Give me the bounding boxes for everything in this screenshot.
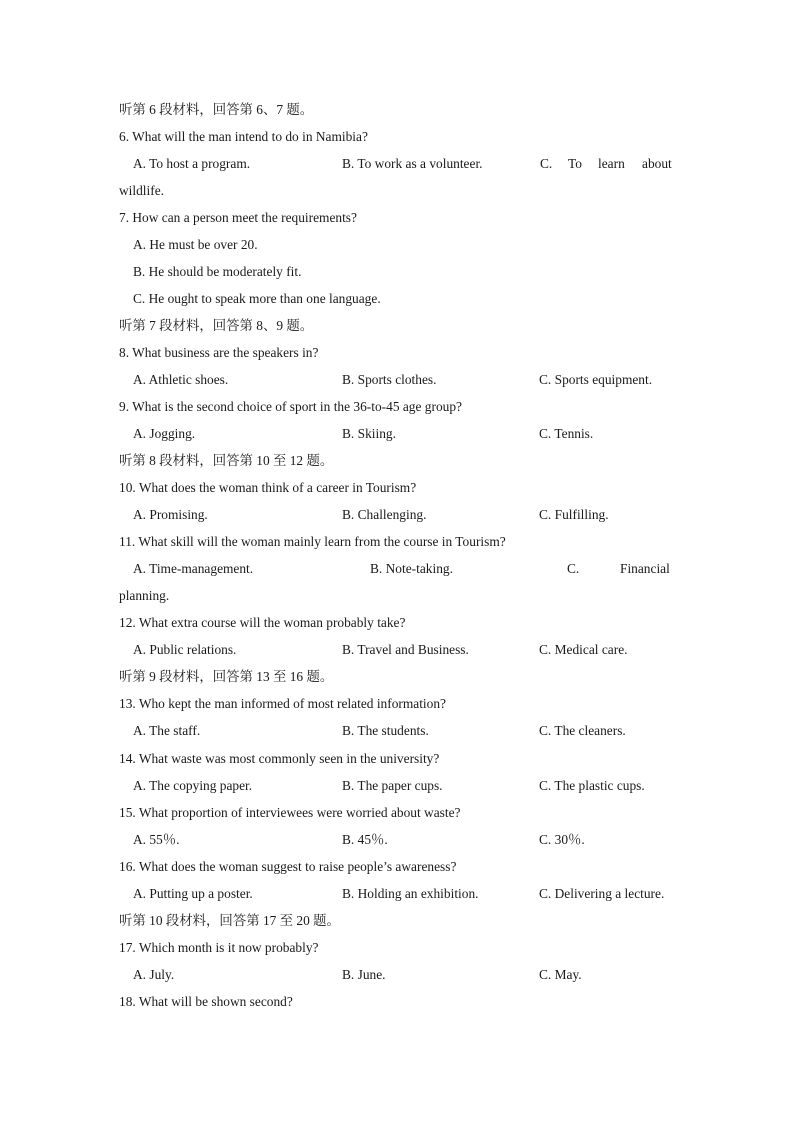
option-7-b: B. He should be moderately fit. — [133, 264, 302, 279]
option-17-b: B. June. — [342, 967, 386, 982]
question-18: 18. What will be shown second? — [119, 994, 293, 1009]
option-13-c: C. The cleaners. — [539, 723, 626, 738]
option-9-a: A. Jogging. — [133, 426, 196, 441]
option-7-a: A. He must be over 20. — [133, 237, 258, 252]
option-6-c-letter: C. — [540, 156, 553, 171]
option-12-b: B. Travel and Business. — [342, 642, 469, 657]
option-13-a: A. The staff. — [133, 723, 201, 738]
section-heading-6: 听第 6 段材料，回答第 6、7 题。 — [119, 102, 314, 117]
option-10-c: C. Fulfilling. — [539, 507, 609, 522]
section-heading-7: 听第 7 段材料，回答第 8、9 题。 — [119, 318, 314, 333]
section-heading-10: 听第 10 段材料，回答第 17 至 20 题。 — [119, 913, 340, 928]
option-6-b: B. To work as a volunteer. — [342, 156, 483, 171]
option-13-b: B. The students. — [342, 723, 429, 738]
question-13: 13. Who kept the man informed of most related information? — [119, 696, 446, 711]
option-8-c: C. Sports equipment. — [539, 372, 653, 387]
question-15: 15. What proportion of interviewees were worried about waste? — [119, 805, 461, 820]
option-10-b: B. Challenging. — [342, 507, 427, 522]
option-7-c: C. He ought to speak more than one language. — [133, 291, 381, 306]
option-12-a: A. Public relations. — [133, 642, 237, 657]
question-16: 16. What does the woman suggest to raise people’s awareness? — [119, 859, 457, 874]
question-6: 6. What will the man intend to do in Namibia? — [119, 129, 368, 144]
option-14-b: B. The paper cups. — [342, 778, 443, 793]
option-11-c-word1: Financial — [620, 561, 670, 576]
options-17 — [119, 965, 679, 985]
option-17-c: C. May. — [539, 967, 582, 982]
option-15-a: A. 55％. — [133, 832, 180, 847]
section-heading-8: 听第 8 段材料，回答第 10 至 12 题。 — [119, 453, 334, 468]
option-9-b: B. Skiing. — [342, 426, 396, 441]
options-15 — [119, 830, 679, 850]
options-6 — [119, 154, 679, 174]
options-12 — [119, 640, 679, 660]
options-13 — [119, 721, 679, 741]
option-6-c-word3: about — [642, 156, 672, 171]
option-8-b: B. Sports clothes. — [342, 372, 437, 387]
question-12: 12. What extra course will the woman probably take? — [119, 615, 406, 630]
option-6-c-word2: learn — [598, 156, 625, 171]
option-9-c: C. Tennis. — [539, 426, 594, 441]
options-8 — [119, 370, 679, 390]
question-8: 8. What business are the speakers in? — [119, 345, 319, 360]
options-16 — [119, 884, 679, 904]
option-11-a: A. Time-management. — [133, 561, 254, 576]
option-15-c: C. 30％. — [539, 832, 585, 847]
question-14: 14. What waste was most commonly seen in the university? — [119, 751, 440, 766]
option-16-a: A. Putting up a poster. — [133, 886, 253, 901]
option-16-c: C. Delivering a lecture. — [539, 886, 665, 901]
question-10: 10. What does the woman think of a career in Tourism? — [119, 480, 417, 495]
option-11-b: B. Note-taking. — [370, 561, 453, 576]
options-9 — [119, 424, 679, 444]
option-8-a: A. Athletic shoes. — [133, 372, 229, 387]
option-11-c-letter: C. — [567, 561, 580, 576]
question-7: 7. How can a person meet the requirements? — [119, 210, 357, 225]
section-heading-9: 听第 9 段材料，回答第 13 至 16 题。 — [119, 669, 334, 684]
options-11 — [119, 559, 679, 579]
option-15-b: B. 45％. — [342, 832, 388, 847]
question-17: 17. Which month is it now probably? — [119, 940, 319, 955]
option-12-c: C. Medical care. — [539, 642, 628, 657]
options-10 — [119, 505, 679, 525]
option-11-c-continued: planning. — [119, 588, 170, 603]
options-14 — [119, 776, 679, 796]
question-11: 11. What skill will the woman mainly learn from the course in Tourism? — [119, 534, 506, 549]
option-10-a: A. Promising. — [133, 507, 208, 522]
option-16-b: B. Holding an exhibition. — [342, 886, 479, 901]
option-6-c-word1: To — [568, 156, 582, 171]
option-6-c-continued: wildlife. — [119, 183, 164, 198]
option-14-c: C. The plastic cups. — [539, 778, 645, 793]
option-14-a: A. The copying paper. — [133, 778, 253, 793]
option-17-a: A. July. — [133, 967, 175, 982]
option-6-a: A. To host a program. — [133, 156, 251, 171]
question-9: 9. What is the second choice of sport in the 36-to-45 age group? — [119, 399, 462, 414]
